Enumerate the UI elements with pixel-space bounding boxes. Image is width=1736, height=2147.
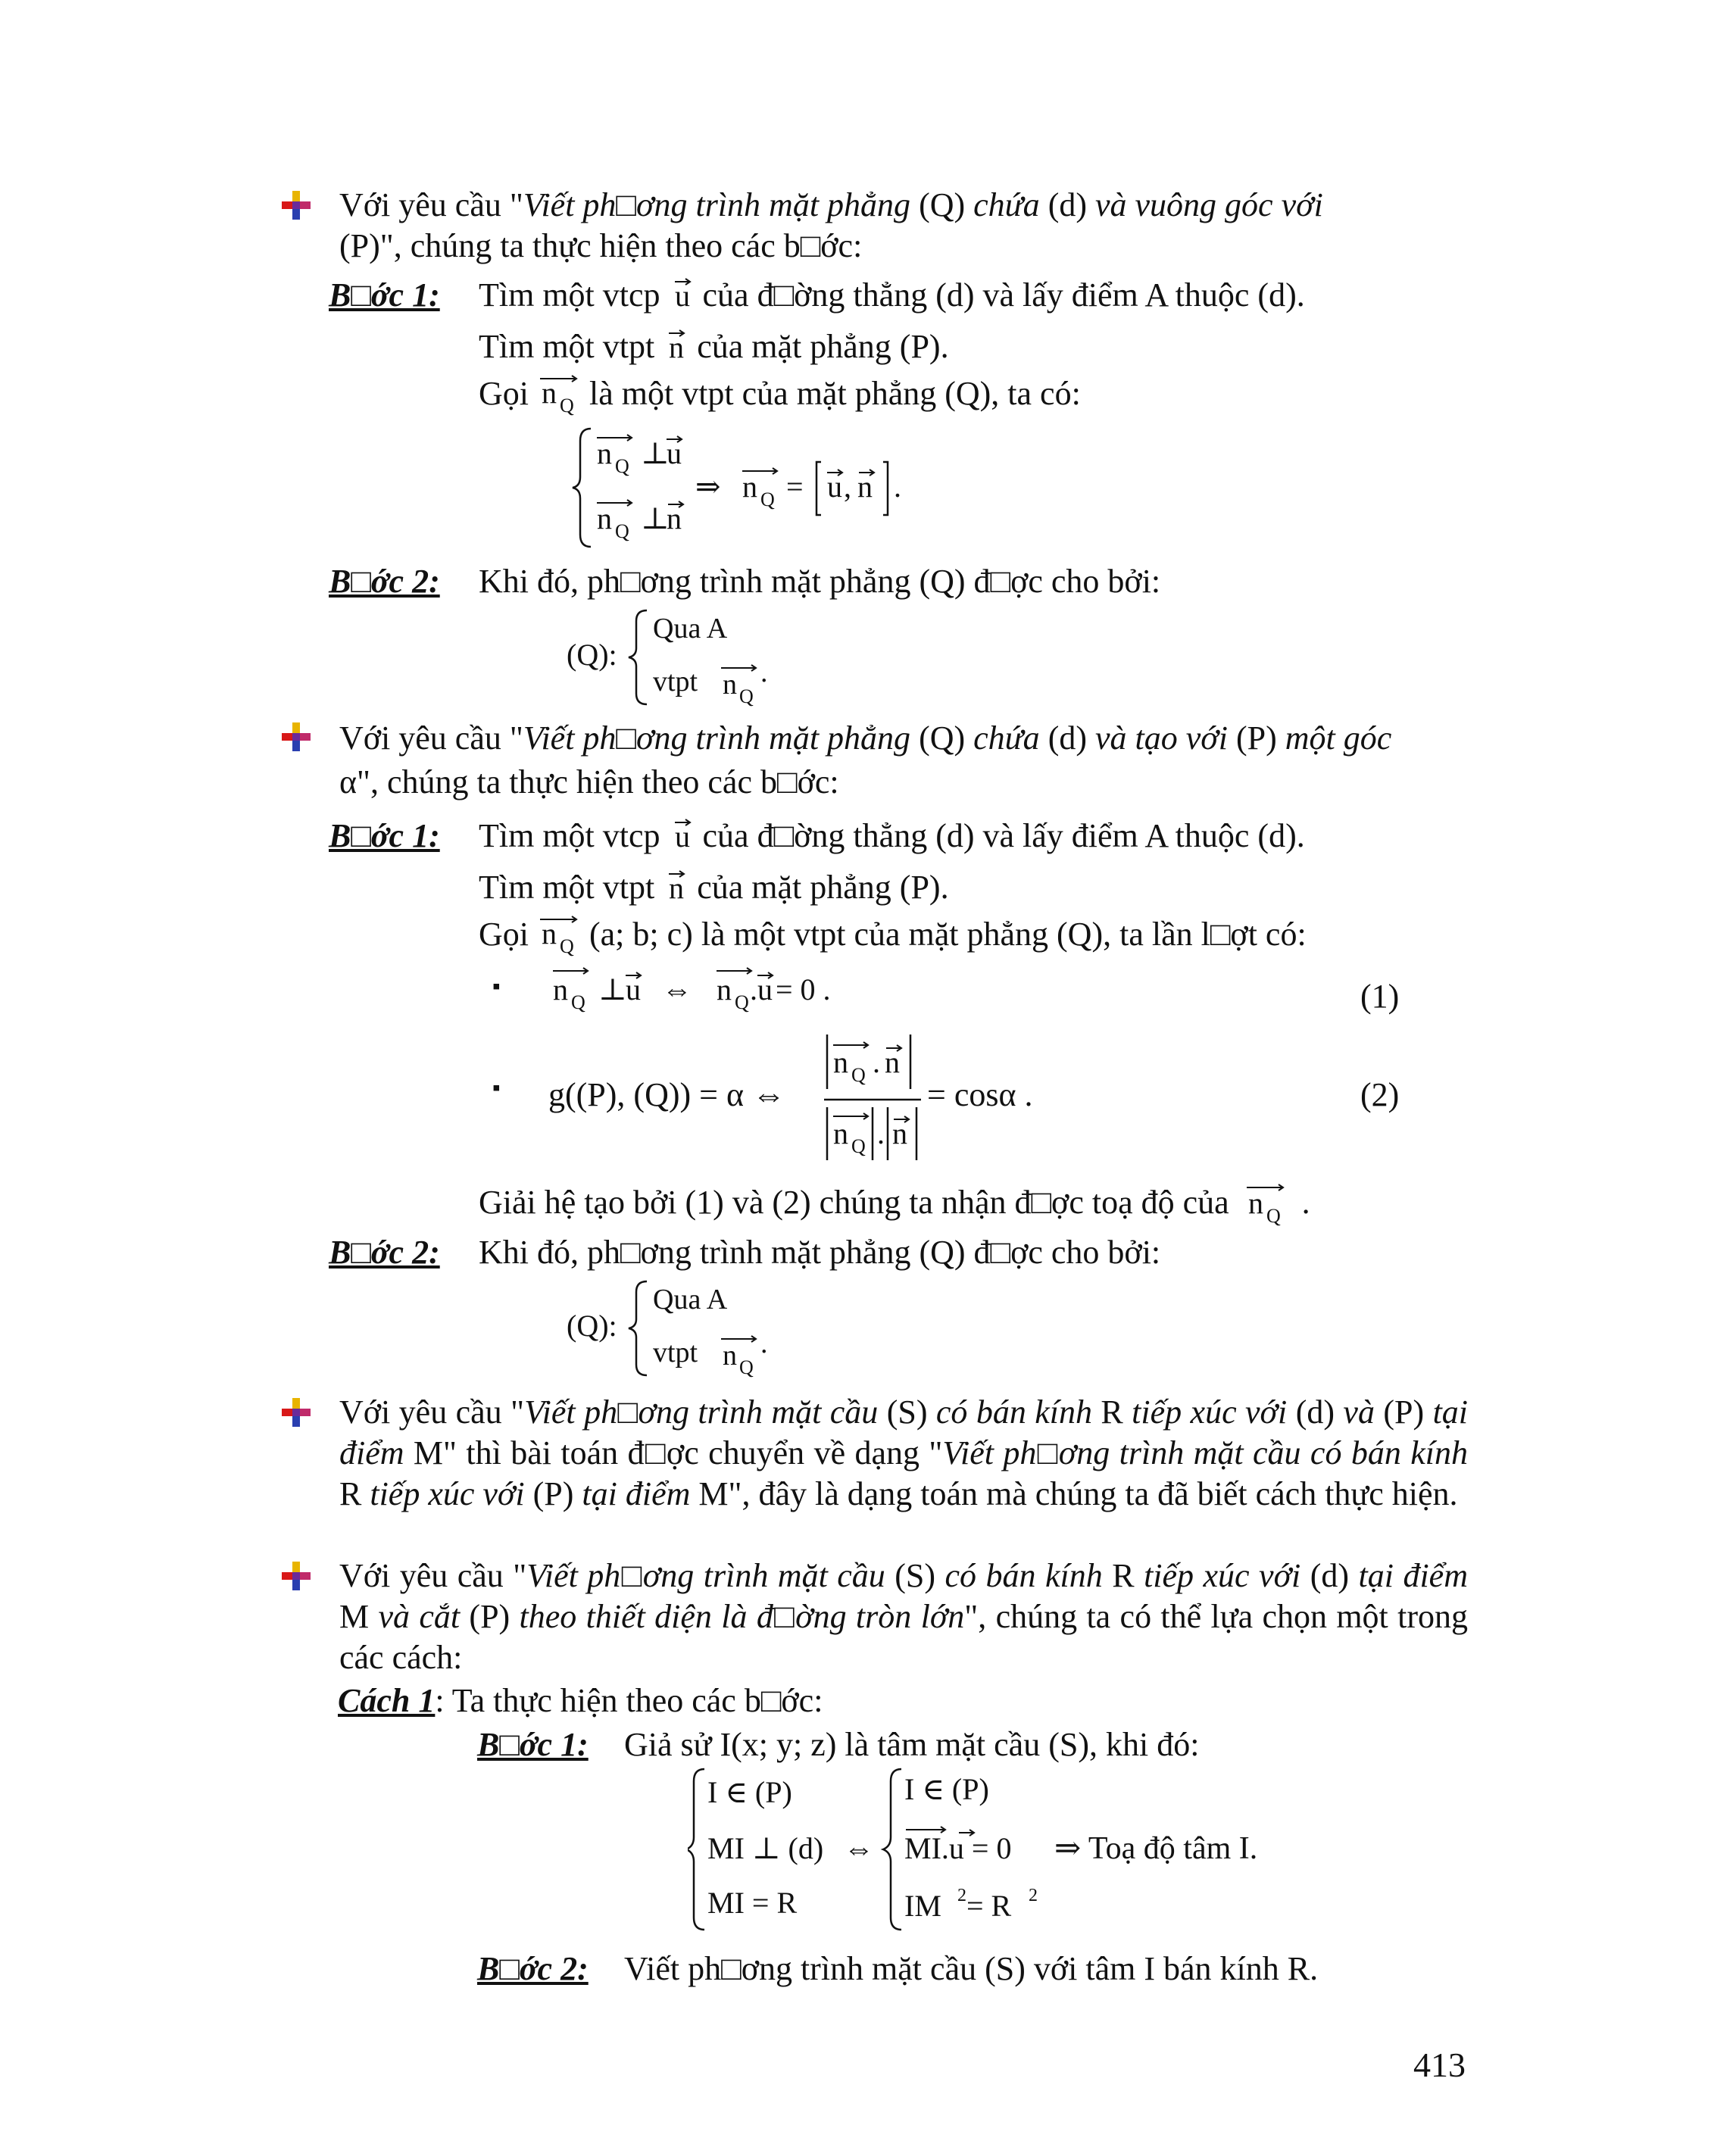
plus-bullet-icon: [282, 722, 311, 751]
svg-text:Q: Q: [735, 991, 749, 1013]
equation-number: (2): [1360, 1076, 1400, 1113]
svg-text:n: n: [723, 1340, 737, 1372]
plus-bullet-icon: [282, 191, 311, 220]
case-label: Cách 1: [338, 1682, 436, 1719]
svg-text:n: n: [542, 916, 557, 950]
step1-line2: Tìm một vtpt n của mặt phẳng (P).: [479, 869, 949, 906]
svg-text:u: u: [667, 436, 682, 470]
step1-line3: Gọi n Q là một vtpt của mặt phẳng (Q), ta có:: [479, 375, 1081, 417]
vector-n: [663, 327, 688, 364]
formula-plane-Q: [562, 1277, 812, 1383]
svg-text:u: u: [674, 819, 690, 853]
vector-n: [667, 501, 683, 535]
svg-text:u: u: [626, 972, 641, 1006]
eq2-suffix: = cosα .: [927, 1076, 1033, 1113]
step-label: B□ớc 2:: [329, 1234, 440, 1271]
step-label: B□ớc 1:: [477, 1726, 589, 1763]
vector-nQ: [537, 374, 581, 417]
svg-text:Q: Q: [560, 935, 574, 957]
vector-nQ: [597, 435, 632, 477]
step1-line1: Tìm một vtcp u của đ□ờng thẳng (d) và lấy điểm A thuộc (d).: [479, 276, 1305, 314]
svg-text:⊥: ⊥: [641, 501, 670, 535]
section2-intro: Với yêu cầu "Viết ph□ơng trình mặt phẳng (Q) chứa (d) và tạo với (P) một góc α", chúng ta thực hiện theo các b□ớc:: [339, 719, 1392, 800]
section4-paragraph: Với yêu cầu "Viết ph□ơng trình mặt cầu (S) có bán kính R tiếp xúc với (d) tại điểm M và cắt (P) theo thiết diện là đ□ờng tròn lớn", chúng ta có thể lựa chọn một trong các cách:: [339, 1557, 1468, 1676]
svg-text:Q: Q: [571, 991, 585, 1013]
svg-text:⇔: ⇔: [844, 1831, 874, 1865]
svg-text:n: n: [833, 1116, 848, 1150]
svg-text:.: .: [894, 470, 901, 504]
svg-text:Q: Q: [760, 488, 775, 510]
cross-product-u: u: [827, 470, 842, 504]
svg-text:I ∈ (P): I ∈ (P): [904, 1772, 989, 1806]
vector-u: [667, 436, 682, 470]
svg-text:Q: Q: [739, 685, 754, 707]
svg-text:n: n: [1247, 1186, 1263, 1220]
svg-text:n: n: [667, 501, 682, 535]
svg-text:u: u: [674, 279, 690, 312]
step1-line1: Tìm một vtcp u của đ□ờng thẳng (d) và lấy điểm A thuộc (d).: [479, 817, 1305, 854]
plus-bullet-icon: [282, 1398, 311, 1427]
svg-text:2: 2: [957, 1886, 966, 1905]
step1-line3: Gọi n Q (a; b; c) là một vtpt của mặt phẳng (Q), ta lần l□ợt có:: [479, 916, 1307, 957]
solve-text: Giải hệ tạo bởi (1) và (2) chúng ta nhận đ□ợc toạ độ của n Q .: [479, 1181, 1310, 1227]
step-label: B□ớc 1:: [329, 276, 440, 314]
vector-nQ: [537, 915, 581, 957]
svg-text:n: n: [553, 972, 568, 1006]
step-label: B□ớc 2:: [477, 1950, 589, 1987]
svg-text:⊥: ⊥: [598, 972, 627, 1006]
formula-plane-Q: [562, 606, 812, 712]
svg-text:(Q):: (Q):: [567, 1309, 617, 1343]
svg-text:Q: Q: [615, 455, 629, 477]
page-number: 413: [1413, 2046, 1466, 2084]
step1-line2: Tìm một vtpt n của mặt phẳng (P).: [479, 328, 949, 365]
svg-text:Qua A: Qua A: [653, 613, 728, 644]
svg-text:.: .: [877, 1116, 885, 1150]
svg-text:vtpt: vtpt: [653, 1337, 698, 1368]
step-label: B□ớc 1:: [329, 817, 440, 854]
svg-text:n: n: [669, 330, 685, 364]
formula-cos-fraction: [824, 1030, 938, 1165]
formula-eq1: [548, 960, 866, 1021]
step-label: B□ớc 2:: [329, 563, 440, 600]
vector-u: [669, 816, 695, 853]
svg-text:.: .: [873, 1045, 880, 1079]
svg-text:vtpt: vtpt: [653, 666, 698, 697]
svg-text:(Q):: (Q):: [567, 638, 617, 672]
cross-product-n: n: [857, 470, 873, 504]
vector-nQ: [1238, 1181, 1294, 1227]
equation-number: (1): [1360, 978, 1400, 1015]
eq2-prefix: g((P), (Q)) = α ⇔: [548, 1076, 786, 1113]
step2-text: Khi đó, ph□ơng trình mặt phẳng (Q) đ□ợc cho bởi:: [479, 563, 1161, 600]
svg-text:n: n: [717, 972, 732, 1006]
svg-text:n: n: [723, 669, 737, 701]
svg-text:.: .: [760, 1328, 768, 1359]
svg-text:⇔: ⇔: [662, 972, 692, 1006]
svg-text:I ∈ (P): I ∈ (P): [707, 1775, 792, 1809]
svg-text:Q: Q: [560, 395, 574, 417]
svg-text:n: n: [892, 1116, 907, 1150]
square-bullet-icon: ▪: [492, 974, 501, 999]
svg-text:Q: Q: [739, 1356, 754, 1378]
svg-text:Q: Q: [615, 520, 629, 542]
step2-text: Khi đó, ph□ơng trình mặt phẳng (Q) đ□ợc cho bởi:: [479, 1234, 1161, 1271]
vector-nQ: [597, 500, 632, 542]
svg-text:=: =: [786, 470, 804, 504]
section1-intro: Với yêu cầu "Viết ph□ơng trình mặt phẳng (Q) chứa (d) và vuông góc với (P)", chúng ta thực hiện theo các b□ớc:: [339, 186, 1323, 264]
section3-paragraph: Với yêu cầu "Viết ph□ơng trình mặt cầu (S) có bán kính R tiếp xúc với (d) và (P) tại điểm M" thì bài toán đ□ợc chuyển về dạng "Viết ph□ơng trình mặt cầu có bán kính R tiếp xúc với (P) tại điểm M", đây là dạng toán mà chúng ta đã biết cách thực hiện.: [339, 1393, 1469, 1512]
svg-text:n: n: [885, 1045, 900, 1079]
svg-text:Q: Q: [851, 1064, 866, 1086]
vector-nQ: [742, 468, 777, 510]
svg-text:⇒ Toạ độ tâm I.: ⇒ Toạ độ tâm I.: [1054, 1831, 1258, 1866]
svg-text:MI ⊥ (d): MI ⊥ (d): [707, 1831, 824, 1865]
svg-text:Q: Q: [851, 1135, 866, 1157]
vector-n: [663, 868, 688, 904]
step1-text: Giả sử I(x; y; z) là tâm mặt cầu (S), khi đó:: [624, 1726, 1200, 1763]
svg-text:⇒: ⇒: [695, 470, 721, 504]
svg-text:MI = R: MI = R: [707, 1886, 798, 1920]
svg-text:2: 2: [1029, 1886, 1038, 1905]
svg-text:n: n: [542, 376, 557, 410]
svg-text:= R: = R: [966, 1889, 1012, 1923]
svg-text:n: n: [597, 436, 612, 470]
case1-line: Cách 1: Ta thực hiện theo các b□ớc:: [338, 1682, 823, 1719]
svg-text:= 0 .: = 0 .: [776, 972, 831, 1006]
svg-text:MI.u = 0: MI.u = 0: [904, 1831, 1012, 1865]
formula-system-center-I: [688, 1765, 1339, 1939]
vector-u: [669, 276, 695, 312]
square-bullet-icon: ▪: [492, 1075, 501, 1100]
plus-bullet-icon: [282, 1562, 311, 1590]
step2-text: Viết ph□ơng trình mặt cầu (S) với tâm I bán kính R.: [624, 1950, 1319, 1987]
svg-text:n: n: [669, 871, 685, 904]
svg-text:n: n: [742, 470, 757, 504]
svg-text:⊥: ⊥: [641, 436, 670, 470]
svg-text:Q: Q: [1266, 1205, 1281, 1227]
svg-text:.u: .u: [750, 972, 773, 1006]
formula-system-nQ: [570, 424, 933, 553]
svg-text:n: n: [833, 1045, 848, 1079]
svg-text:IM: IM: [904, 1889, 941, 1923]
svg-text:Qua A: Qua A: [653, 1284, 728, 1315]
svg-text:.: .: [760, 657, 768, 688]
svg-text:,: ,: [844, 470, 851, 504]
svg-text:n: n: [597, 501, 612, 535]
